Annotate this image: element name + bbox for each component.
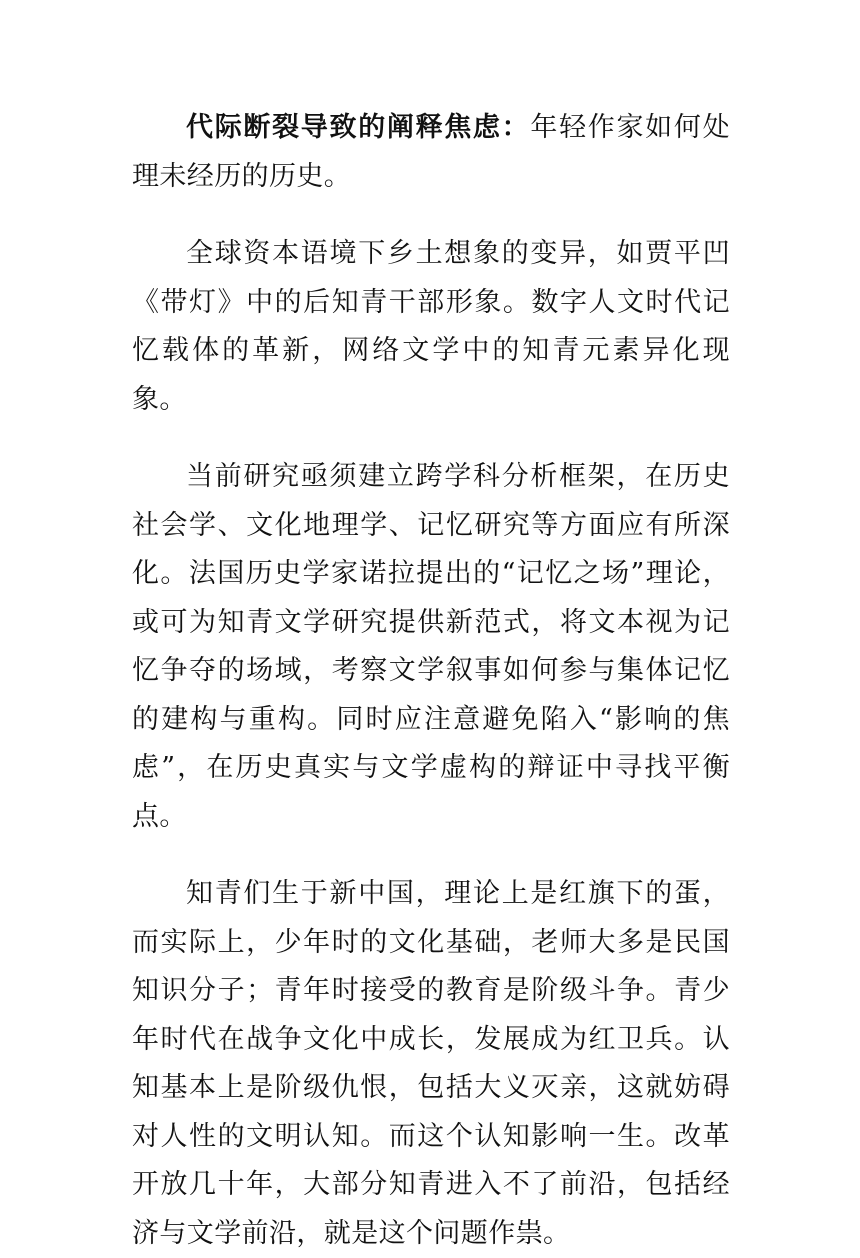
paragraph-1-bold-lead: 代际断裂导致的阐释焦虑：	[186, 112, 531, 143]
paragraph-2	[132, 230, 730, 424]
paragraph-4	[132, 870, 730, 1258]
paragraph-4-text: 知青们生于新中国，理论上是红旗下的蛋，而实际上，少年时的文化基础，老师大多是民国知识分子；青年时接受的教育是阶级斗争。青少年时代在战争文化中成长，发展成为红卫兵。认知基本上是阶级仇恨，包括大义灭亲，这就妨碍对人性的文明认知。而这个认知影响一生。改革开放几十年，大部分知青进入不了前沿，包括经济与文学前沿，就是这个问题作祟。	[132, 878, 730, 1249]
paragraph-3	[132, 453, 730, 841]
paragraph-1-text: 年轻作家如何处理未经历的历史。	[132, 112, 730, 192]
paragraph-2-text: 全球资本语境下乡土想象的变异，如贾平凹《带灯》中的后知青干部形象。数字人文时代记忆载体的革新，网络文学中的知青元素异化现象。	[132, 238, 730, 415]
document-body	[132, 104, 730, 1258]
paragraph-3-text: 当前研究亟须建立跨学科分析框架，在历史社会学、文化地理学、记忆研究等方面应有所深化。法国历史学家诺拉提出的“记忆之场”理论，或可为知青文学研究提供新范式，将文本视为记忆争夺的场域，考察文学叙事如何参与集体记忆的建构与重构。同时应注意避免陷入“影响的焦虑”，在历史真实与文学虚构的辩证中寻找平衡点。	[132, 461, 730, 832]
paragraph-1	[132, 104, 730, 201]
